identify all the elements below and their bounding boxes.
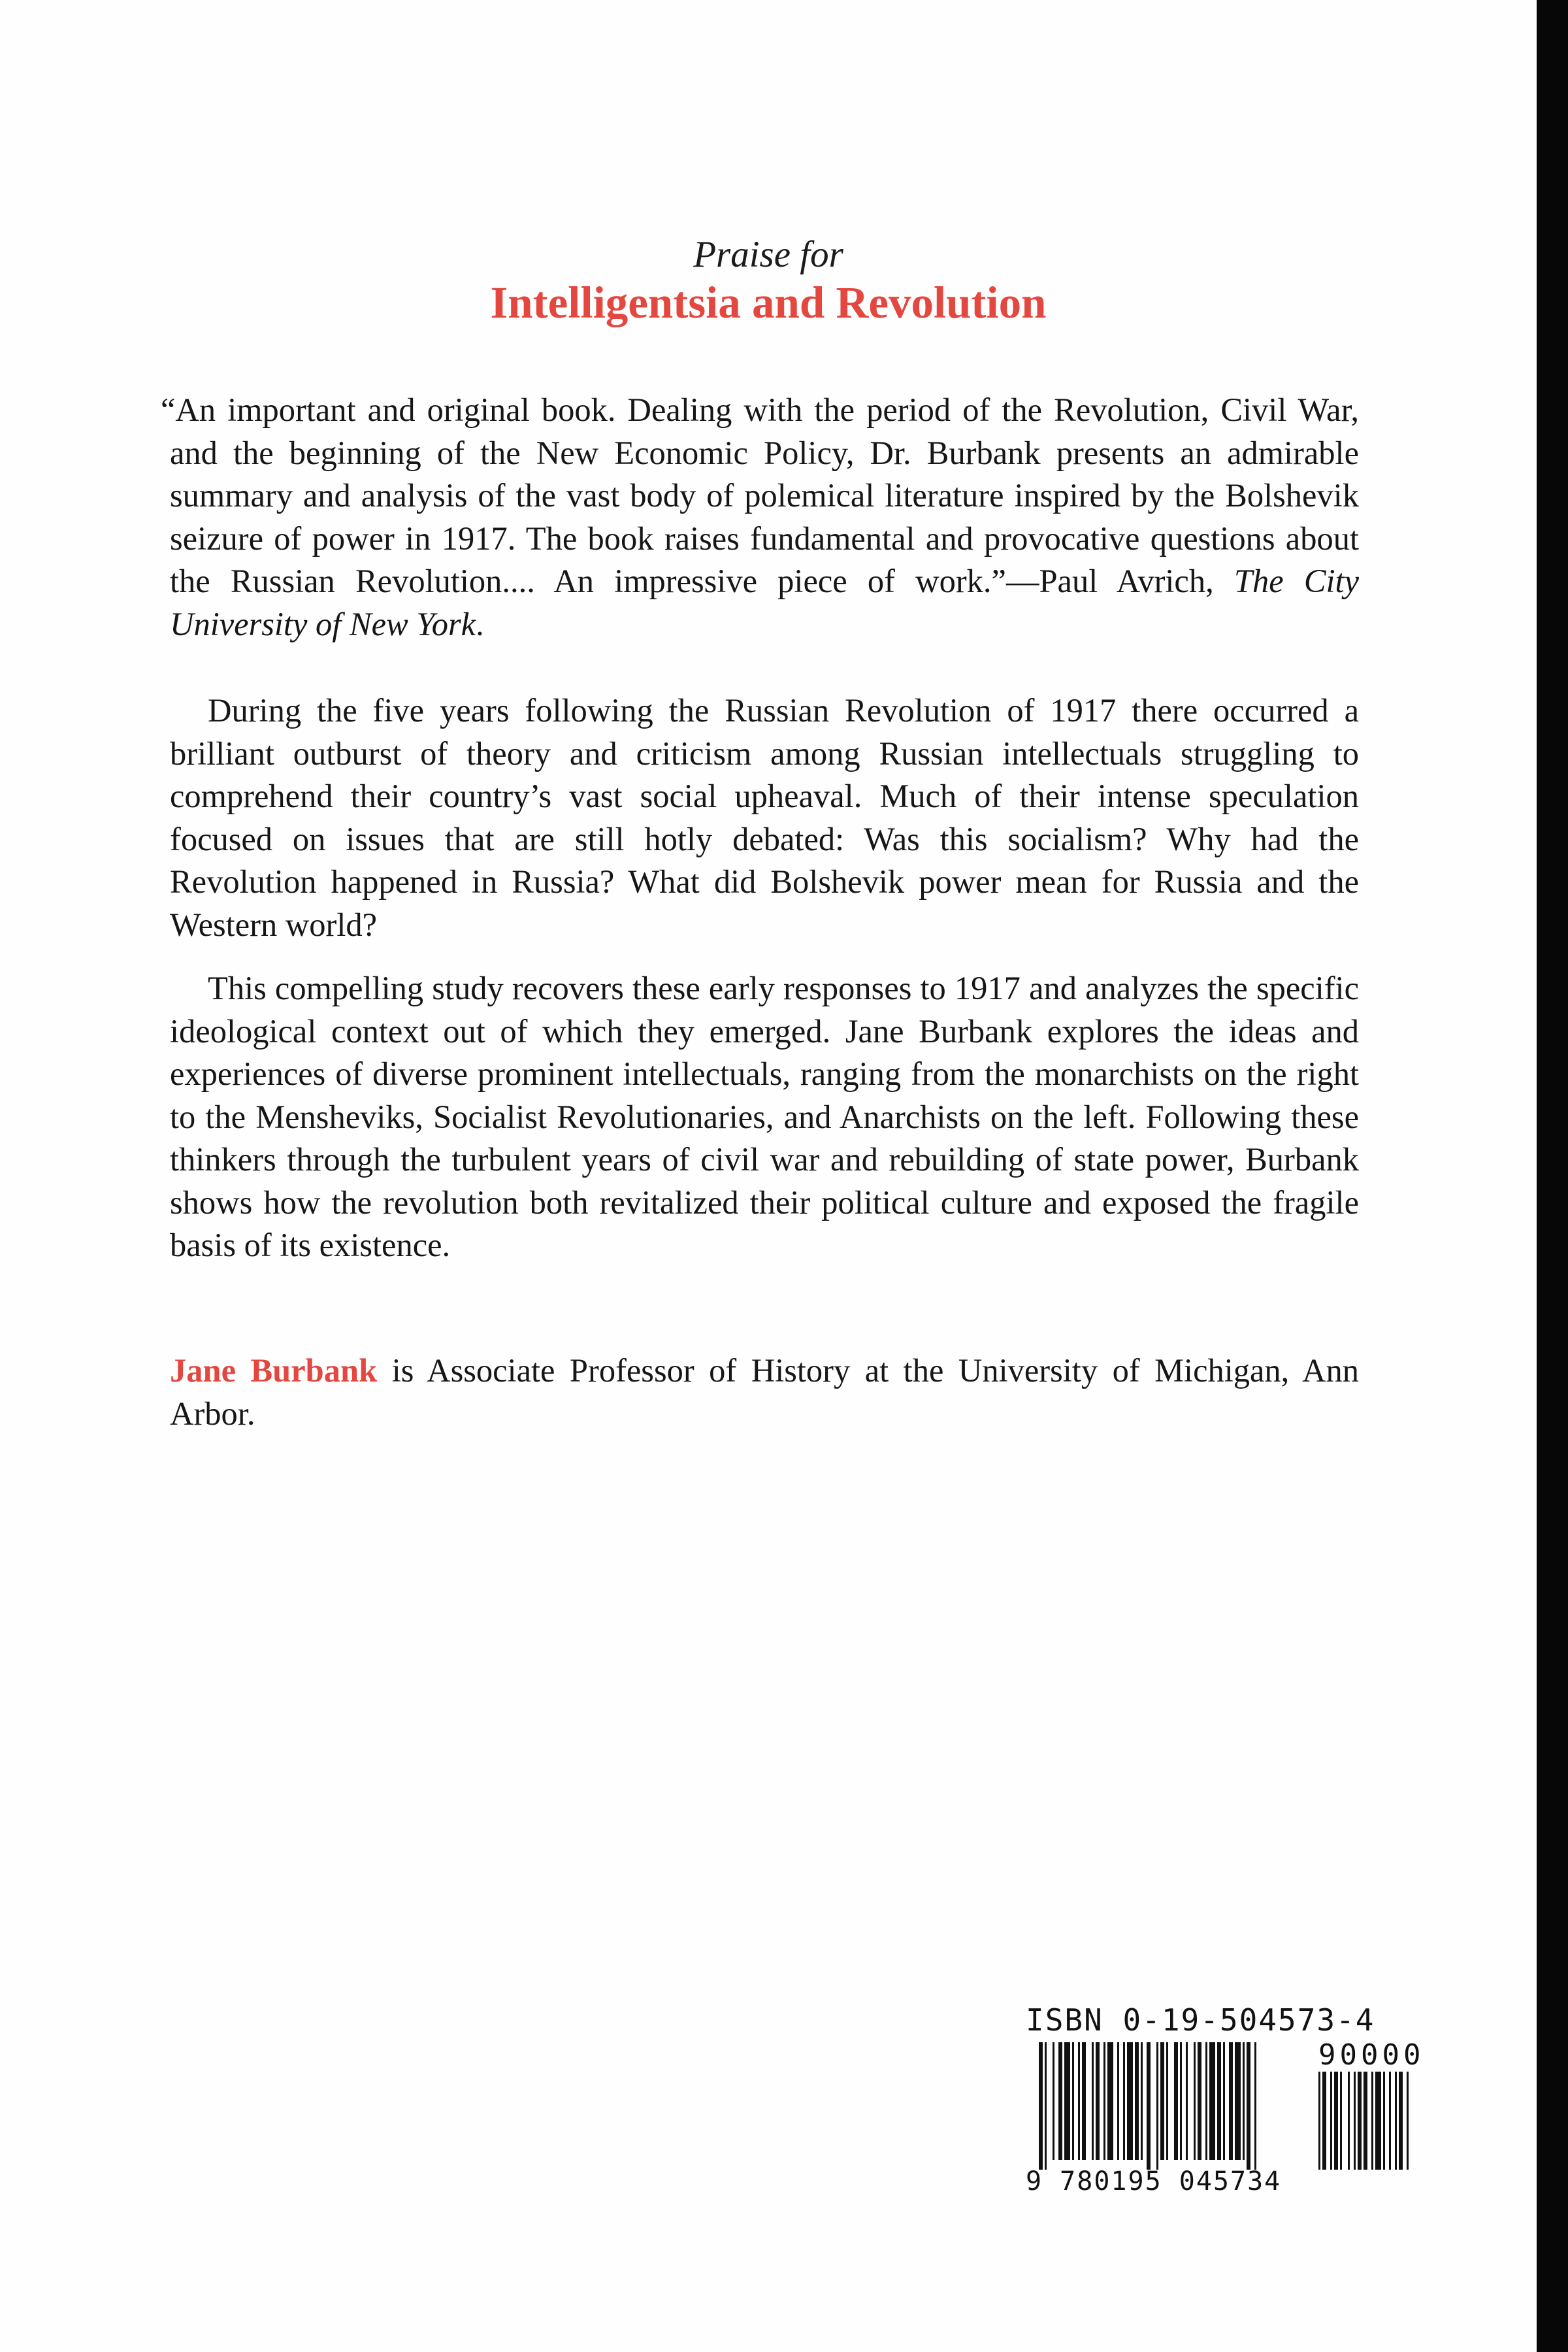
addon-bar bbox=[1322, 2072, 1326, 2170]
addon-bar bbox=[1389, 2072, 1391, 2170]
addon-bar bbox=[1334, 2072, 1338, 2170]
addon-code: 90000 bbox=[1318, 2038, 1425, 2072]
addon-bar bbox=[1348, 2072, 1350, 2170]
addon-bar bbox=[1383, 2072, 1385, 2170]
barcode-bar bbox=[1160, 2042, 1164, 2160]
addon-bar bbox=[1354, 2072, 1356, 2170]
quote-source: The City University of New York bbox=[170, 563, 1359, 642]
quote-end: . bbox=[476, 605, 484, 642]
barcode-bar bbox=[1072, 2042, 1074, 2160]
barcode-bar bbox=[1082, 2042, 1086, 2160]
author-name: Jane Burbank bbox=[170, 1352, 378, 1389]
barcode-bar bbox=[1198, 2042, 1201, 2160]
barcode-bar bbox=[1092, 2042, 1094, 2160]
barcode-bar bbox=[1058, 2042, 1062, 2160]
cover-edge bbox=[1537, 0, 1568, 2352]
barcode-bar bbox=[1064, 2042, 1070, 2160]
addon-bar bbox=[1340, 2072, 1342, 2170]
barcode-bar bbox=[1217, 2042, 1221, 2160]
barcode-bar bbox=[1174, 2042, 1178, 2160]
barcode-bar bbox=[1147, 2042, 1151, 2170]
barcode-bar bbox=[1107, 2042, 1113, 2160]
ean-digits: 9 780195 045734 bbox=[1026, 2166, 1282, 2196]
barcode-bar bbox=[1103, 2042, 1105, 2160]
barcode-bar bbox=[1166, 2042, 1168, 2160]
barcode-bar bbox=[1045, 2042, 1047, 2170]
addon-bar bbox=[1407, 2072, 1409, 2170]
addon-bar bbox=[1395, 2072, 1397, 2170]
barcode-bar bbox=[1117, 2042, 1119, 2160]
author-bio-text: is Associate Professor of History at the University of Michigan, Ann Arbor. bbox=[170, 1352, 1359, 1432]
barcode-bar bbox=[1135, 2042, 1139, 2160]
barcode-bar bbox=[1194, 2042, 1196, 2160]
barcode-bar bbox=[1205, 2042, 1207, 2160]
addon-bar bbox=[1399, 2072, 1403, 2170]
barcode-bar bbox=[1180, 2042, 1182, 2160]
barcode-bar bbox=[1127, 2042, 1133, 2160]
barcode-bar bbox=[1053, 2042, 1054, 2160]
addon-bar bbox=[1358, 2072, 1362, 2170]
review-quote bbox=[161, 389, 1359, 646]
barcode-bar bbox=[1096, 2042, 1100, 2160]
barcode-bar bbox=[1229, 2042, 1233, 2160]
barcode-bar bbox=[1254, 2042, 1256, 2170]
barcode-bar bbox=[1078, 2042, 1080, 2160]
praise-for-heading: Praise for bbox=[693, 234, 843, 275]
barcode-bar bbox=[1247, 2042, 1250, 2170]
barcode-bar bbox=[1235, 2042, 1241, 2160]
barcode-bar bbox=[1039, 2042, 1043, 2170]
book-title: Intelligentsia and Revolution bbox=[490, 278, 1047, 327]
addon-bar bbox=[1364, 2072, 1367, 2170]
addon-bar bbox=[1330, 2072, 1332, 2170]
description-paragraph-2: This compelling study recovers these early responses to 1917 and analyzes the specific ideological context out of which they emerged. Jane Burbank explores the ideas and experiences of diverse prominent intellectuals, ranging from the monarchists on the right to the Mensheviks, Socialist Revolutionaries, and Anarchists on the left. Following these thinkers through the turbulent years of civil war and rebuilding of state power, Burbank shows how the revolution both revitalized their political culture and exposed the fragile basis of its existence. bbox=[170, 970, 1359, 1263]
addon-bar bbox=[1318, 2072, 1320, 2170]
barcode-bar bbox=[1223, 2042, 1225, 2160]
barcode-bar bbox=[1156, 2042, 1158, 2170]
addon-bar bbox=[1375, 2072, 1381, 2170]
barcode-bar bbox=[1141, 2042, 1143, 2160]
addon-bar bbox=[1371, 2072, 1373, 2170]
quote-text: “An important and original book. Dealing with the period of the Revolution, Civil War, and the beginning of the New Economic Policy, Dr. Burbank presents an admirable summary and analysis of the vast body of polemical literature inspired by the Bolshevik seizure of power in 1917. The book raises fundamental and provocative questions about the Russian Revolution.... An impressive piece of work.”—Paul Avrich, bbox=[161, 391, 1359, 599]
barcode-bar bbox=[1209, 2042, 1215, 2160]
description-paragraph-1: During the five years following the Russian Revolution of 1917 there occurred a brilliant outburst of theory and criticism among Russian intellectuals struggling to comprehend their country’s vast social upheaval. Much of their intense speculation focused on issues that are still hotly debated: Was this socialism? Why had the Revolution happened in Russia? What did Bolshevik power mean for Russia and the Western world? bbox=[170, 692, 1359, 943]
barcode-bar bbox=[1243, 2042, 1245, 2160]
barcode-bar bbox=[1186, 2042, 1188, 2160]
barcode-bar bbox=[1123, 2042, 1125, 2160]
isbn-label: ISBN 0-19-504573-4 bbox=[1026, 2002, 1375, 2038]
barcode-block bbox=[1026, 2002, 1425, 2206]
author-bio bbox=[170, 1350, 1359, 1435]
